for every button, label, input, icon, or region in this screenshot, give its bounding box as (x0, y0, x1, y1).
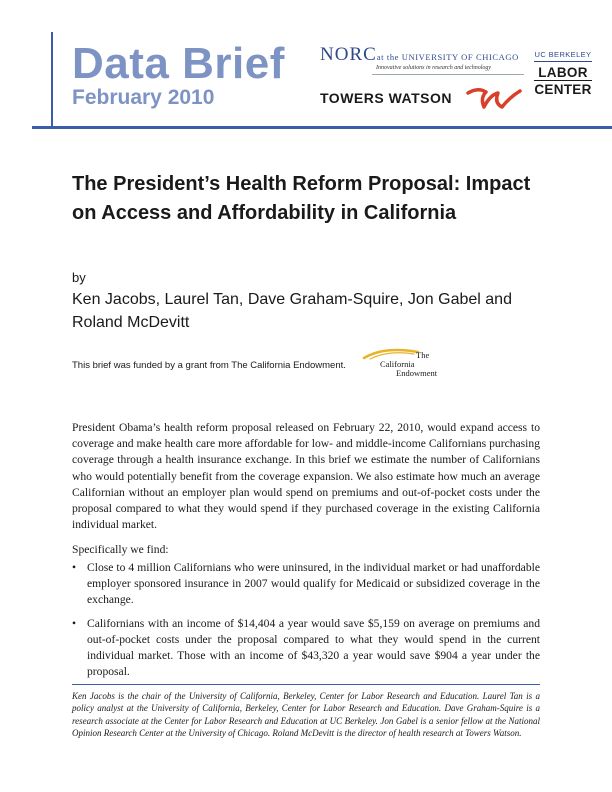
towers-watson-mark-icon (466, 83, 524, 113)
brief-date: February 2010 (72, 86, 215, 109)
california-endowment-logo (362, 346, 462, 378)
author-bios-footnote: Ken Jacobs is the chair of the University of California, Berkeley, Center for Labor Research and Education. Laurel Tan is a policy analyst at the University of California, Berkeley, Center for Labor Research and Education. Dave Graham-Squire is a research associate at the Center for Labor Research and Education at UC Berkeley. Jon Gabel is a senior fellow at the National Opinion Research Center at the University of Chicago. Roland McDevitt is the director of health research at Towers Watson. (72, 691, 540, 739)
towers-watson-logo-text: TOWERS WATSON (320, 90, 452, 106)
endowment-logo-line-2: California (380, 359, 415, 369)
report-title: The President’s Health Reform Proposal: Impact on Access and Affordability in California (72, 173, 531, 224)
header-horizontal-rule (32, 126, 612, 129)
author-list: Ken Jacobs, Laurel Tan, Dave Graham-Squire, Jon Gabel and Roland McDevitt (72, 291, 512, 331)
norc-underline (372, 74, 524, 75)
labor-label: LABOR (538, 65, 588, 80)
endowment-logo-line-3: Endowment (396, 368, 438, 378)
norc-logo (320, 44, 519, 66)
data-brief-title: Data Brief (72, 39, 285, 88)
findings-list (72, 560, 540, 687)
uc-berkeley-label: UC BERKELEY (534, 50, 592, 62)
norc-affiliation: at the UNIVERSITY OF CHICAGO (376, 52, 519, 62)
bullet-icon: • (72, 616, 77, 630)
endowment-logo-line-1: The (416, 350, 430, 360)
norc-tagline: Innovative solutions in research and technology (376, 65, 492, 71)
header-vertical-rule (51, 32, 53, 127)
byline-label: by (72, 270, 86, 285)
center-label: CENTER (534, 82, 592, 97)
footnote-rule (72, 684, 540, 685)
findings-label: Specifically we find: (72, 543, 169, 556)
funding-statement: This brief was funded by a grant from The California Endowment. (72, 360, 346, 371)
finding-text: Close to 4 million Californians who were uninsured, in the individual market or had unaffordable employer sponsored insurance in 2007 would qualify for Medicaid or subsidized coverage in the exchange. (87, 561, 540, 607)
finding-item (72, 560, 540, 609)
finding-item (72, 616, 540, 681)
bullet-icon: • (72, 561, 77, 574)
norc-name: NORC (320, 44, 377, 65)
finding-text: Californians with an income of $14,404 a year would save $5,159 on average on premiums and out-of-pocket costs under the proposal compared to what they would spend in the current individual market. Those with an income of $43,320 a year would save $904 a year under the proposal. (87, 616, 540, 679)
uc-berkeley-labor-center-logo (534, 50, 592, 97)
intro-paragraph: President Obama’s health reform proposal released on February 22, 2010, would expand access to coverage and make health care more affordable for low- and middle-income Californians purchasing coverage through a health insurance exchange. In this brief we estimate the number of Californians who would potentially benefit from the coverage expansion. We also estimate how much an average Californian without an employer plan would spend on premiums and out-of-pocket costs under the proposal compared to what they would spend if they purchased coverage in the existing California individual market. (72, 421, 540, 532)
